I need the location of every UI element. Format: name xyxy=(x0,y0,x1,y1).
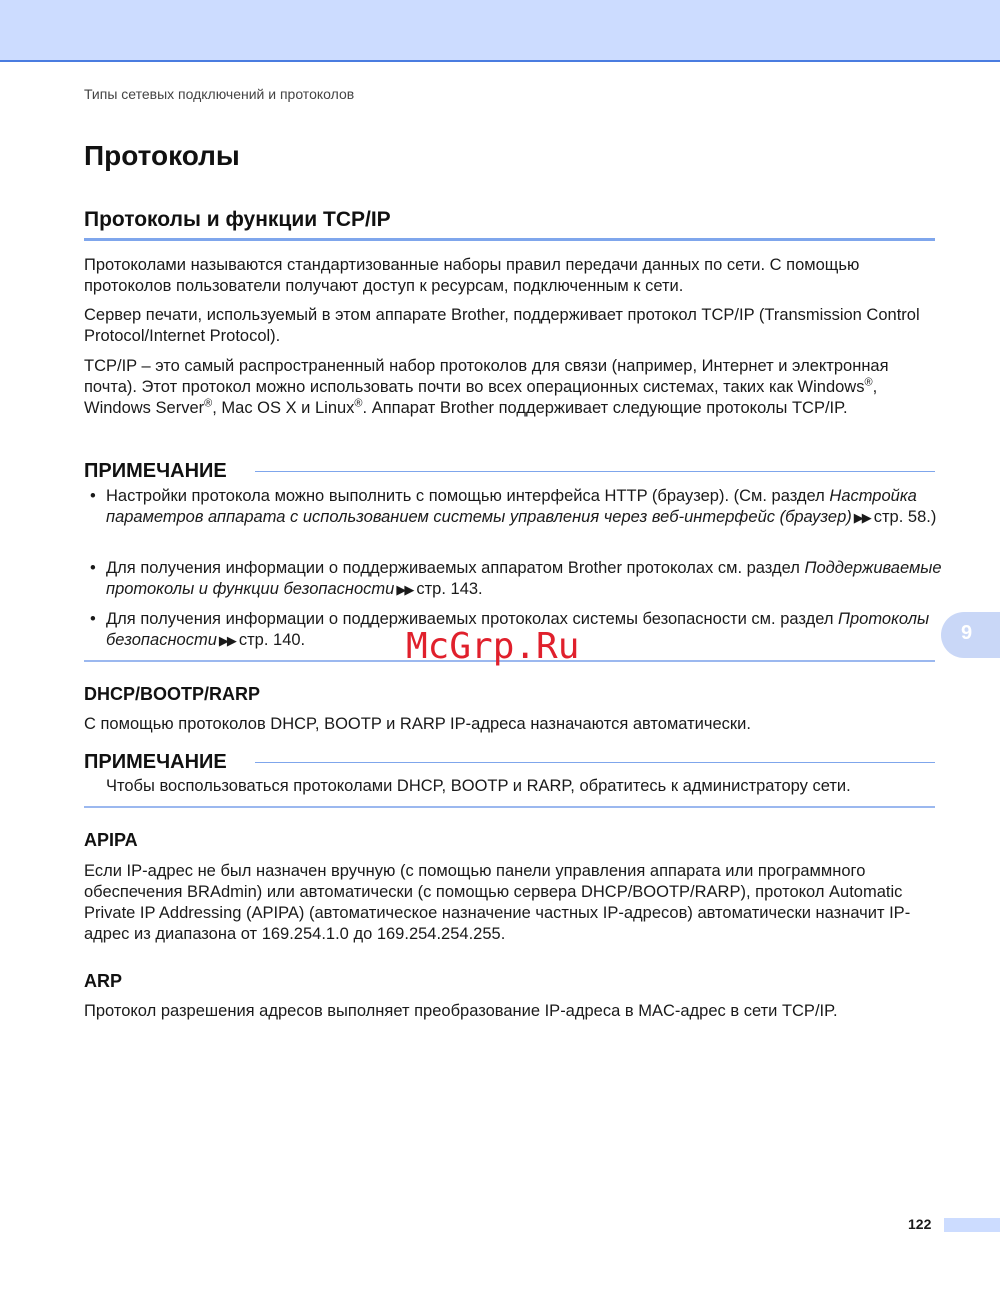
cross-reference-link[interactable]: Настройка параметров аппарата с использованием системы управления через веб-интерфейс (браузер) xyxy=(106,487,917,526)
tcpip-text-4: . Аппарат Brother поддерживает следующие протоколы TCP/IP. xyxy=(362,399,848,417)
section-heading: Протоколы и функции TCP/IP xyxy=(84,208,391,231)
tcpip-text-2: , Windows Server xyxy=(84,378,878,417)
dhcp-heading: DHCP/BOOTP/RARP xyxy=(84,684,261,704)
note-item-text: Для получения информации о поддерживаемых аппаратом Brother протоколах см. раздел xyxy=(106,559,805,577)
double-arrow-icon: ▶▶ xyxy=(853,510,870,525)
bullet: • xyxy=(90,559,96,577)
registered-mark: ® xyxy=(354,397,363,410)
cross-reference-link[interactable]: Протоколы безопасности xyxy=(106,610,930,649)
apipa-heading: APIPA xyxy=(84,830,138,850)
arp-text: Протокол разрешения адресов выполняет преобразование IP-адреса в MAC-адрес в сети TCP/IP. xyxy=(84,1002,838,1020)
page-title: Протоколы xyxy=(84,140,240,171)
bullet: • xyxy=(90,487,96,505)
chapter-number: 9 xyxy=(961,622,973,644)
note-heading-rule xyxy=(255,762,935,763)
note-item xyxy=(106,558,946,600)
chapter-tab xyxy=(941,612,1000,658)
top-band xyxy=(0,0,1000,62)
note-heading: ПРИМЕЧАНИЕ xyxy=(84,751,227,773)
note-item xyxy=(106,486,946,528)
section-heading-rule xyxy=(84,238,935,241)
dhcp-text: С помощью протоколов DHCP, BOOTP и RARP IP-адреса назначаются автоматически. xyxy=(84,715,751,733)
apipa-text: Если IP-адрес не был назначен вручную (с помощью панели управления аппарата или программного обеспечения BRAdmin) или автоматически (с помощью сервера DHCP/BOOTP/RARP), протокол Automatic Private IP Addressing (APIPA) (автоматическое назначение частных IP-адресов) автоматически назначит IP-адрес из диапазона от 169.254.1.0 до 169.254.254.255. xyxy=(84,862,911,943)
running-head: Типы сетевых подключений и протоколов xyxy=(84,86,355,102)
watermark: McGrp.Ru xyxy=(406,626,580,667)
bullet: • xyxy=(90,610,96,628)
note-end-rule xyxy=(84,806,935,808)
note-text: Чтобы воспользоваться протоколами DHCP, BOOTP и RARP, обратитесь к администратору сети. xyxy=(106,777,851,795)
tcpip-text-1: TCP/IP – это самый распространенный набор протоколов для связи (например, Интернет и электронная почта). Этот протокол можно использовать почти во всех операционных системах, таких как Windows xyxy=(84,357,889,396)
paragraph-protocols-def: Протоколами называются стандартизованные наборы правил передачи данных по сети. С помощью протоколов пользователи получают доступ к ресурсам, подключенным к сети. xyxy=(84,256,860,295)
note-heading: ПРИМЕЧАНИЕ xyxy=(84,460,227,482)
note-item-text: Настройки протокола можно выполнить с помощью интерфейса HTTP (браузер). (См. раздел xyxy=(106,487,830,505)
note-heading-rule xyxy=(255,471,935,472)
double-arrow-icon: ▶▶ xyxy=(396,582,413,597)
note-item-text: Для получения информации о поддерживаемых протоколах системы безопасности см. раздел xyxy=(106,610,839,628)
registered-mark: ® xyxy=(864,376,873,389)
registered-mark: ® xyxy=(204,397,213,410)
arp-heading: ARP xyxy=(84,971,123,991)
page-reference: стр. 143. xyxy=(416,580,483,598)
page-reference: стр. 140. xyxy=(238,631,306,649)
page-number-bar xyxy=(944,1218,1000,1232)
page-reference: стр. 58.) xyxy=(873,508,937,526)
tcpip-text-3: , Mac OS X и Linux xyxy=(212,399,355,417)
page-number: 122 xyxy=(908,1216,932,1232)
paragraph-print-server: Сервер печати, используемый в этом аппарате Brother, поддерживает протокол TCP/IP (Transmission Control Protocol/Internet Protocol). xyxy=(84,306,920,345)
paragraph-tcpip xyxy=(84,356,944,419)
cross-reference-link[interactable]: Поддерживаемые протоколы и функции безопасности xyxy=(106,559,942,598)
double-arrow-icon: ▶▶ xyxy=(218,633,235,648)
